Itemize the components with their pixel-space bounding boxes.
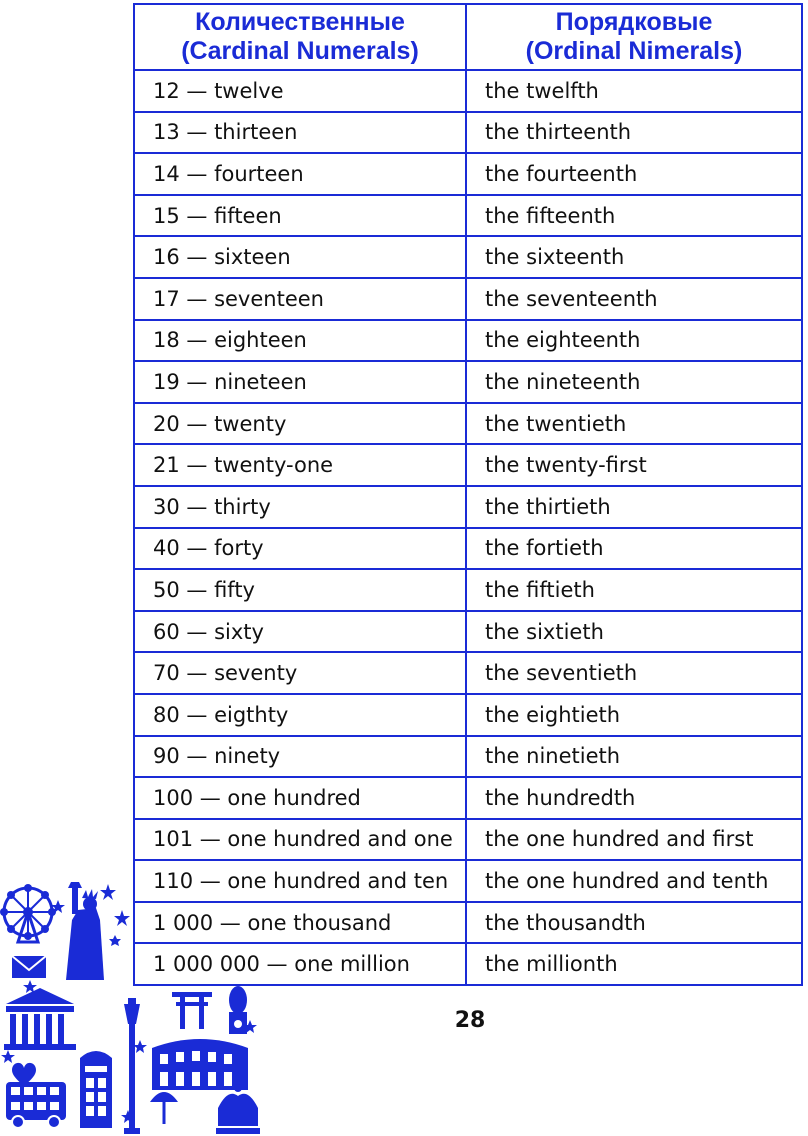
- cardinal-cell: 15 — fifteen: [134, 195, 466, 237]
- cardinal-cell: 19 — nineteen: [134, 361, 466, 403]
- ordinal-header-title: Порядковые: [555, 8, 713, 36]
- cardinal-header-subtitle: (Cardinal Numerals): [181, 37, 419, 65]
- table-row: [134, 70, 802, 112]
- numerals-table: [133, 3, 803, 986]
- statue-of-liberty-icon: [66, 882, 104, 980]
- ordinal-cell: the sixtieth: [466, 611, 802, 653]
- cardinal-cell: 16 — sixteen: [134, 236, 466, 278]
- crown-icon: [216, 1084, 260, 1134]
- table-row: [134, 112, 802, 154]
- ordinal-cell: the seventieth: [466, 652, 802, 694]
- table-row: [134, 403, 802, 445]
- cardinal-cell: 100 — one hundred: [134, 777, 466, 819]
- cardinal-cell: 20 — twenty: [134, 403, 466, 445]
- table-row: [134, 528, 802, 570]
- table-header-row: [134, 4, 802, 70]
- cardinal-cell: 60 — sixty: [134, 611, 466, 653]
- ordinal-cell: the one hundred and tenth: [466, 860, 802, 902]
- cardinal-cell: 18 — eighteen: [134, 320, 466, 362]
- phone-booth-icon: [80, 1051, 112, 1128]
- table-row: [134, 694, 802, 736]
- ordinal-cell: the ninetieth: [466, 736, 802, 778]
- guard-icon: [229, 986, 247, 1034]
- ordinal-cell: the twenty-first: [466, 444, 802, 486]
- table-body: [134, 70, 802, 985]
- cardinal-cell: 80 — eigthty: [134, 694, 466, 736]
- street-lamp-icon: [124, 998, 140, 1134]
- table-row: [134, 361, 802, 403]
- table-row: [134, 236, 802, 278]
- bus-icon: [6, 1082, 66, 1128]
- table-row: [134, 444, 802, 486]
- ordinal-cell: the fifteenth: [466, 195, 802, 237]
- umbrella-icon: [150, 1092, 178, 1124]
- ordinal-cell: the hundredth: [466, 777, 802, 819]
- cardinal-cell: 90 — ninety: [134, 736, 466, 778]
- ordinal-cell: the nineteenth: [466, 361, 802, 403]
- envelope-icon: [12, 956, 46, 978]
- page-number: 28: [454, 1008, 486, 1033]
- table-row: [134, 278, 802, 320]
- ordinal-cell: the seventeenth: [466, 278, 802, 320]
- table-row: [134, 611, 802, 653]
- cardinal-cell: 1 000 — one thousand: [134, 902, 466, 944]
- parthenon-icon: [4, 988, 76, 1050]
- table-row: [134, 320, 802, 362]
- ordinal-header: [466, 4, 802, 70]
- torii-gate-icon: [172, 992, 212, 1029]
- ordinal-cell: the one hundred and first: [466, 819, 802, 861]
- travel-decoration: [0, 880, 260, 1136]
- cardinal-header-title: Количественные: [195, 8, 405, 36]
- cardinal-cell: 17 — seventeen: [134, 278, 466, 320]
- table-row: [134, 777, 802, 819]
- cardinal-cell: 70 — seventy: [134, 652, 466, 694]
- ordinal-cell: the eighteenth: [466, 320, 802, 362]
- ordinal-cell: the sixteenth: [466, 236, 802, 278]
- cardinal-cell: 1 000 000 — one million: [134, 943, 466, 985]
- table-row: [134, 819, 802, 861]
- ferris-wheel-icon: [0, 884, 56, 942]
- cardinal-cell: 13 — thirteen: [134, 112, 466, 154]
- ordinal-header-subtitle: (Ordinal Nimerals): [525, 37, 743, 65]
- ordinal-cell: the eightieth: [466, 694, 802, 736]
- cardinal-header: [134, 4, 466, 70]
- cardinal-cell: 40 — forty: [134, 528, 466, 570]
- table-row: [134, 569, 802, 611]
- cardinal-cell: 21 — twenty-one: [134, 444, 466, 486]
- ordinal-cell: the thousandth: [466, 902, 802, 944]
- table-row: [134, 652, 802, 694]
- cardinal-cell: 110 — one hundred and ten: [134, 860, 466, 902]
- ordinal-cell: the fiftieth: [466, 569, 802, 611]
- cardinal-cell: 12 — twelve: [134, 70, 466, 112]
- table-row: [134, 486, 802, 528]
- ordinal-cell: the millionth: [466, 943, 802, 985]
- cardinal-cell: 101 — one hundred and one: [134, 819, 466, 861]
- table-row: [134, 153, 802, 195]
- ordinal-cell: the thirteenth: [466, 112, 802, 154]
- table-row: [134, 736, 802, 778]
- ordinal-cell: the fourteenth: [466, 153, 802, 195]
- ordinal-cell: the twentieth: [466, 403, 802, 445]
- cardinal-cell: 14 — fourteen: [134, 153, 466, 195]
- colosseum-icon: [152, 1039, 248, 1090]
- ordinal-cell: the twelfth: [466, 70, 802, 112]
- ordinal-cell: the thirtieth: [466, 486, 802, 528]
- ordinal-cell: the fortieth: [466, 528, 802, 570]
- table-row: [134, 195, 802, 237]
- cardinal-cell: 50 — fifty: [134, 569, 466, 611]
- cardinal-cell: 30 — thirty: [134, 486, 466, 528]
